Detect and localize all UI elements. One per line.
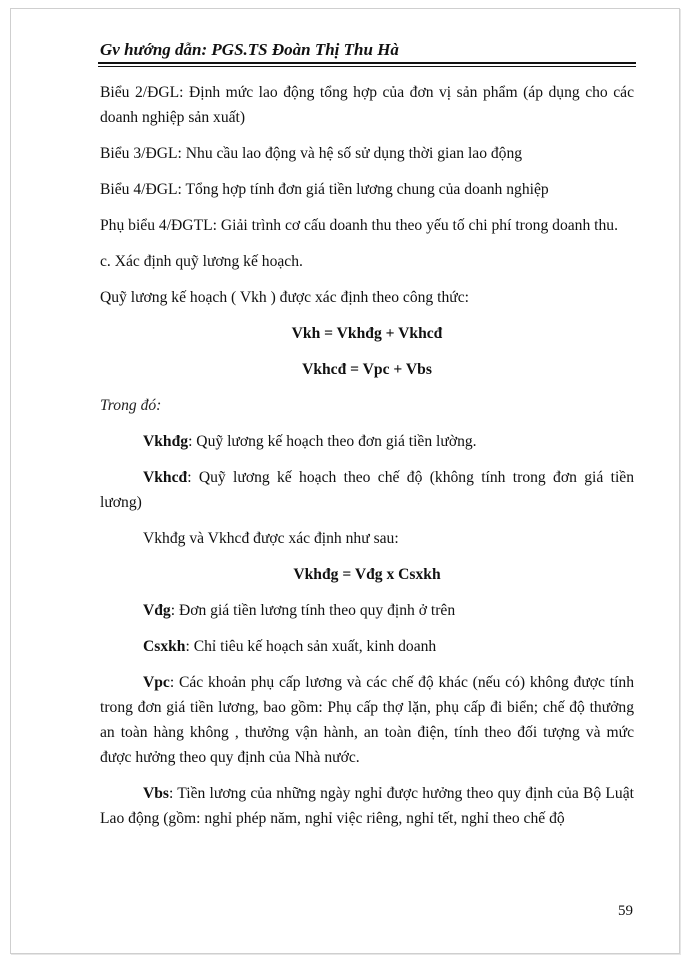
definition-vbs [100, 781, 634, 831]
paragraph-bieu-4: Biểu 4/ĐGL: Tổng hợp tính đơn giá tiền lương chung của doanh nghiệp [100, 181, 549, 198]
paragraph-phu-bieu-4: Phụ biểu 4/ĐGTL: Giải trình cơ cấu doanh thu theo yếu tố chi phí trong doanh thu. [100, 217, 618, 234]
definition-vkhdg-text: : Quỹ lương kế hoạch theo đơn giá tiền lường. [188, 433, 477, 450]
term-vbs: Vbs [143, 785, 170, 802]
term-vkhdg: Vkhđg [143, 433, 189, 450]
document-body [100, 80, 634, 842]
definition-vpc [100, 670, 634, 770]
formula-vkh: Vkh = Vkhđg + Vkhcđ [291, 325, 443, 342]
definition-vbs-text: : Tiền lương của những ngày nghỉ được hưởng theo quy định của Bộ Luật Lao động (gồm: nghỉ phép năm, nghỉ việc riêng, nghỉ tết, nghỉ theo chế độ [100, 785, 634, 827]
formula-vkhcd: Vkhcđ = Vpc + Vbs [302, 361, 432, 378]
section-heading-c: c. Xác định quỹ lương kế hoạch. [100, 253, 303, 270]
paragraph-formula-intro: Quỹ lương kế hoạch ( Vkh ) được xác định theo công thức: [100, 289, 469, 306]
label-trong-do: Trong đó: [100, 397, 162, 414]
definition-vdg-text: : Đơn giá tiền lương tính theo quy định ở trên [170, 602, 456, 619]
term-vpc: Vpc [143, 674, 170, 691]
definition-vkhcd-text: : Quỹ lương kế hoạch theo chế độ (không tính trong đơn giá tiền lương) [100, 469, 634, 511]
term-vkhcd: Vkhcđ [143, 469, 188, 486]
definition-vdg [100, 598, 634, 623]
definition-csxkh-text: : Chỉ tiêu kế hoạch sản xuất, kinh doanh [185, 638, 437, 655]
term-csxkh: Csxkh [143, 638, 186, 655]
definition-vpc-text: : Các khoản phụ cấp lương và các chế độ khác (nếu có) không được tính trong đơn giá tiền lương, bao gồm: Phụ cấp thợ lặn, phụ cấp đi biển; chế độ thưởng an toàn hàng không , thưởng vận hành, an toàn điện, tính theo đối tượng và mức được hưởng theo quy định của Nhà nước. [100, 674, 634, 766]
definition-csxkh [100, 634, 634, 659]
paragraph-bieu-2: Biểu 2/ĐGL: Định mức lao động tổng hợp của đơn vị sản phẩm (áp dụng cho các doanh nghiệp sản xuất) [100, 84, 634, 126]
paragraph-bieu-3: Biểu 3/ĐGL: Nhu cầu lao động và hệ số sử dụng thời gian lao động [100, 145, 523, 162]
page-header: Gv hướng dẫn: PGS.TS Đoàn Thị Thu Hà [100, 40, 399, 59]
definition-vkhdg [100, 429, 634, 454]
header-rule-thin [98, 66, 636, 67]
term-vdg: Vđg [143, 602, 171, 619]
formula-vkhdg: Vkhđg = Vđg x Csxkh [293, 566, 441, 583]
header-rule [98, 62, 636, 64]
definition-vkhcd [100, 465, 634, 515]
paragraph-xac-dinh: Vkhđg và Vkhcđ được xác định như sau: [143, 530, 399, 547]
page-number: 59 [618, 903, 633, 919]
